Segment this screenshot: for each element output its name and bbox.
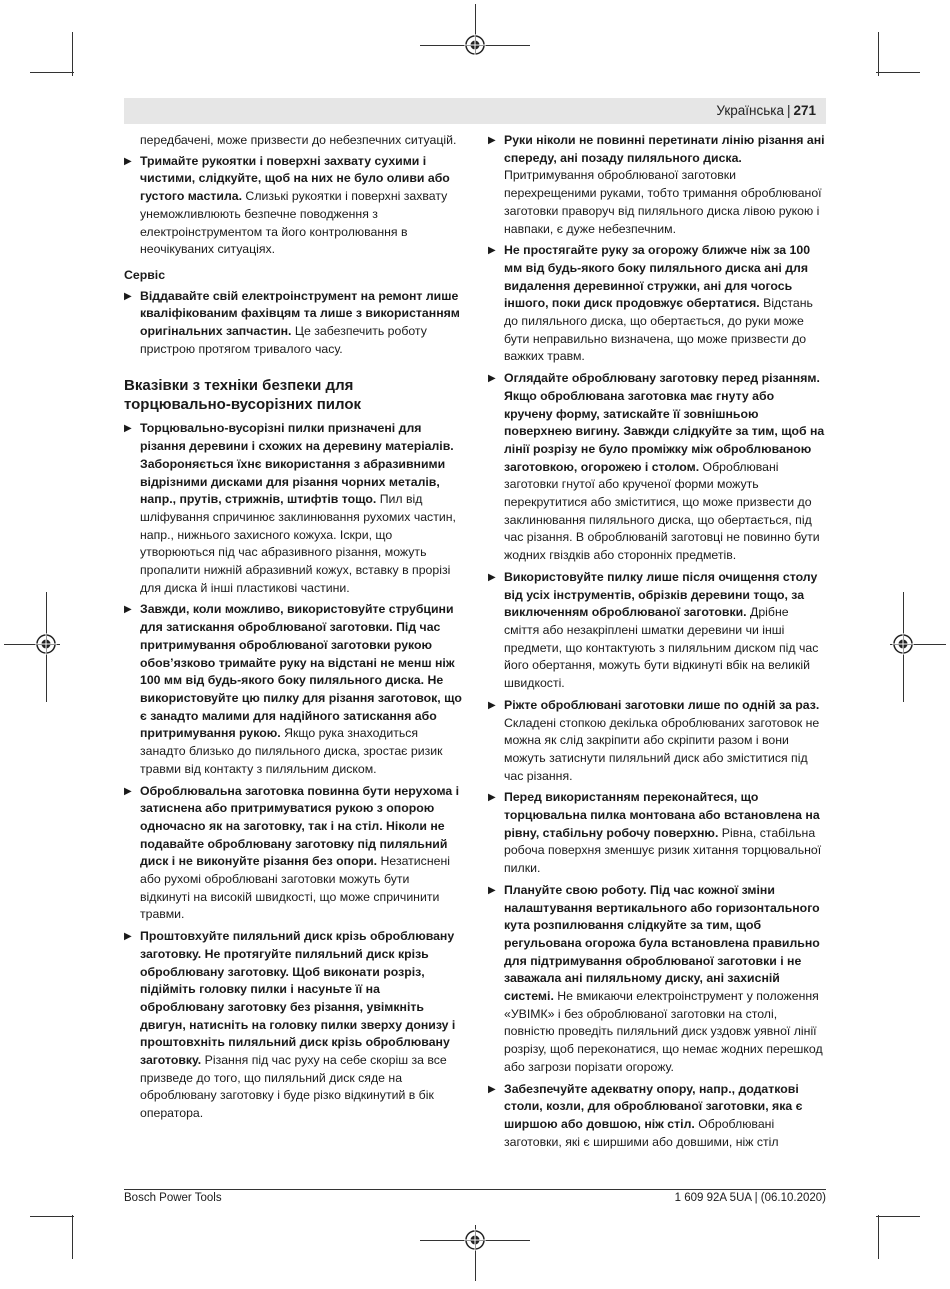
bullet-arrow-icon: ▶ [124,155,132,167]
crop-mark [878,1215,879,1259]
right-column [488,132,826,1155]
bullet-item [124,288,462,359]
bullet-bold-text: Використовуйте пилку лише після очищення столу від усіх інструментів, обрізків деревини тощо, за виключенням оброблюваної заготовки. [504,569,818,620]
bullet-item [124,420,462,597]
page-header [124,98,826,124]
bullet-bold-text: Проштовхуйте пиляльний диск крізь оброблювану заготовку. Не протягуйте пиляльний диск крізь оброблювану заготовку. Щоб виконати розріз, підійміть головку пилки і насуньте її на оброблювану заготовку без різання, увімкніть двигун, натисніть на головку пилки зверху донизу і проштовхніть пиляльний диск крізь оброблювану заготовку. [140,929,456,1068]
bullet-item [488,370,826,565]
bullet-item [124,601,462,778]
bullet-text: Різання під час руху на себе скоріш за все призведе до того, що пиляльний диск сяде на оброблювану заготовку і буде різко відкинутий в бік оператора. [140,1053,447,1121]
bullet-bold-text: Віддавайте свій електроінструмент на ремонт лише кваліфікованим фахівцям та лише з використанням оригінальних запчастин. [140,288,460,339]
paragraph-continuation: передбачені, може призвести до небезпечних ситуацій. [140,133,457,147]
footer-divider [124,1189,826,1190]
bullet-item [124,928,462,1123]
bullet-text: Дрібне сміття або незакріплені шматки деревини чи інші предмети, що контактують з пиляльним диском під час його обертання, можуть бути відкинуті вбік на великій швидкості. [504,605,819,691]
bullet-arrow-icon: ▶ [488,135,496,146]
bullet-text: Відстань до пиляльного диска, що обертається, до руки може бути неправильно визначена, що може призвести до важких травм. [504,296,813,364]
bullet-item [488,132,826,238]
bullet-item [488,882,826,1077]
bullet-item [124,153,462,259]
header-text [716,103,816,118]
bullet-arrow-icon: ▶ [488,884,496,896]
bullet-item [488,789,826,878]
bullet-bold-text: Завжди, коли можливо, використовуйте струбцини для затискання оброблюваної заготовки. Під час притримування оброблюваної заготовки рукою обов’язково тримайте руку на відстані не менш ніж 100 мм від будь-якого боку пиляльного диска. Не використовуйте цю пилку для різання заготовок, що є занадто малими для надійного затискання або притримування рукою. [140,602,462,741]
registration-mark-icon [464,1229,486,1251]
bullet-text: Рівна, стабільна робоча поверхня зменшує ризик хитання торцювальної пилки. [504,825,822,876]
bullet-text: Якщо рука знаходиться занадто близько до пиляльного диска, зростає ризик травми від контакту з пиляльним диском. [140,726,443,776]
bullet-text: Оброблювані заготовки гнутої або крученої форми можуть перекрутитися або зміститися, що може призвести до заклинювання пиляльного диска, що обертається, під час різання. В оброблюваній заготовці не повинно бути жодних гвіздків або сторонніх предметів. [504,459,820,563]
bullet-bold-text: Тримайте рукоятки і поверхні захвату сухими і чистими, слідкуйте, щоб на них не було оливи або густого мастила. [140,153,450,204]
bullet-arrow-icon: ▶ [488,699,496,711]
crop-mark [30,72,74,73]
crop-mark [30,1216,74,1217]
bullet-arrow-icon: ▶ [488,245,496,257]
registration-mark-icon [35,633,57,655]
service-heading: Сервіс [124,267,166,282]
bullet-arrow-icon: ▶ [488,792,496,804]
page-number: 271 [793,103,816,118]
section-title: Вказівки з техніки безпеки для торцювально-вусорізних пилок [124,377,362,414]
bullet-arrow-icon: ▶ [124,290,132,302]
bullet-text: Слизькі рукоятки і поверхні захвату унеможливлюють безпечне поводження з електроінструментом та його контролювання в неочікуваних ситуаціях. [140,189,448,257]
bullet-bold-text: Не простягайте руку за огорожу ближче ніж за 100 мм від будь-якого боку пиляльного диска ані для видалення деревинної стружки, ані для чогось іншого, поки диск продовжує обертатися. [504,243,811,311]
bullet-text: Притримування оброблюваної заготовки перехрещеними руками, тобто тримання оброблюваної заготовки праворуч від пиляльного диска лівою рукою і навпаки, є дуже небезпечним. [504,168,822,236]
bullet-bold-text: Ріжте оброблювані заготовки лише по одній за раз. [504,697,820,712]
bullet-text: Пил від шліфування спричинює заклинювання рухомих частин, напр., нижнього захисного кожуха. Іскри, що утворюються під час абразивного різання, можуть пропалити нижній абразивний кожух, вставку в прорізі для диска й інші пластикові частини. [140,492,456,595]
bullet-item [488,569,826,693]
bullet-bold-text: Руки ніколи не повинні перетинати лінію різання ані спереду, ані позаду пиляльного диска. [504,133,825,165]
bullet-text: Оброблювані заготовки, які є ширшими або довшими, ніж стіл [504,1116,779,1149]
footer-doc-code: 1 609 92A 5UA | (06.10.2020) [674,1192,826,1204]
crop-mark [878,32,879,76]
bullet-arrow-icon: ▶ [124,785,132,797]
crop-mark [876,1216,920,1217]
bullet-bold-text: Оброблювальна заготовка повинна бути нерухома і затиснена або притримуватися рукою з опорою одночасно як на заготовку, так і на стіл. Ніколи не подавайте оброблювану заготовку під пиляльний диск і не виконуйте різання без опори. [140,783,460,869]
bullet-bold-text: Торцювально-вусорізні пилки призначені для різання деревини і схожих на деревину матеріалів. Забороняється їхнє використання з абразивними відрізними дисками для різання чорних металів, напр., прутів, стрижнів, штифтів тощо. [140,421,454,507]
bullet-bold-text: Плануйте свою роботу. Під час кожної зміни налаштування вертикального або горизонтального кута розпилювання слідкуйте за тим, щоб регульована огорожа була встановлена правильно для підтримування оброблюваної заготовки і не заважала ані пиляльному диску, ані захисній системі. [504,882,820,1004]
bullet-bold-text: Оглядайте оброблювану заготовку перед різанням. Якщо оброблювана заготовка має гнуту або кручену форму, затискайте її зовнішньою поверхнею вигину. Завжди слідкуйте за тим, щоб на лінії розрізу не було проміжку між оброблюваною заготовкою, огорожею і столом. [504,371,825,474]
bullet-bold-text: Перед використанням переконайтеся, що торцювальна пилка монтована або встановлена на рівну, стабільну робочу поверхню. [504,790,820,840]
crop-mark [72,1215,73,1259]
header-language: Українська [716,103,784,118]
bullet-arrow-icon: ▶ [124,423,132,435]
registration-mark-icon [892,633,914,655]
bullet-text: Не вмикаючи електроінструмент у положення «УВІМК» і без оброблюваної заготовки на столі, повністю проведіть пиляльний диск уздовж уявної лінії розрізу, щоб переконатися, що немає жодних перешкод або загрози порізати огорожу. [504,989,823,1074]
bullet-arrow-icon: ▶ [124,604,132,616]
bullet-text: Незатиснені або рухомі оброблювані заготовки можуть бути відкинуті на високій швидкості, що може спричинити травми. [140,854,450,922]
bullet-arrow-icon: ▶ [488,373,496,385]
bullet-text: Складені стопкою декілька оброблюваних заготовок не можна як слід закріпити або скріпити разом і вони можуть затиснути пиляльний диск або зміститися під час різання. [504,715,820,783]
crop-mark [72,32,73,76]
registration-mark-icon [464,34,486,56]
bullet-text: Це забезпечить роботу пристрою протягом тривалого часу. [140,324,427,356]
bullet-item [488,242,826,366]
bullet-item [124,783,462,925]
footer-brand: Bosch Power Tools [124,1192,222,1204]
bullet-item [488,697,826,786]
bullet-arrow-icon: ▶ [488,571,496,583]
bullet-arrow-icon: ▶ [488,1083,496,1095]
bullet-item [488,1081,826,1152]
crop-mark [876,72,920,73]
header-separator: | [786,103,791,118]
left-column [124,132,462,1127]
bullet-arrow-icon: ▶ [124,931,132,943]
bullet-bold-text: Забезпечуйте адекватну опору, напр., додаткові столи, козли, для оброблюваної заготовки, яка є ширшою або довшою, ніж стіл. [504,1081,803,1131]
